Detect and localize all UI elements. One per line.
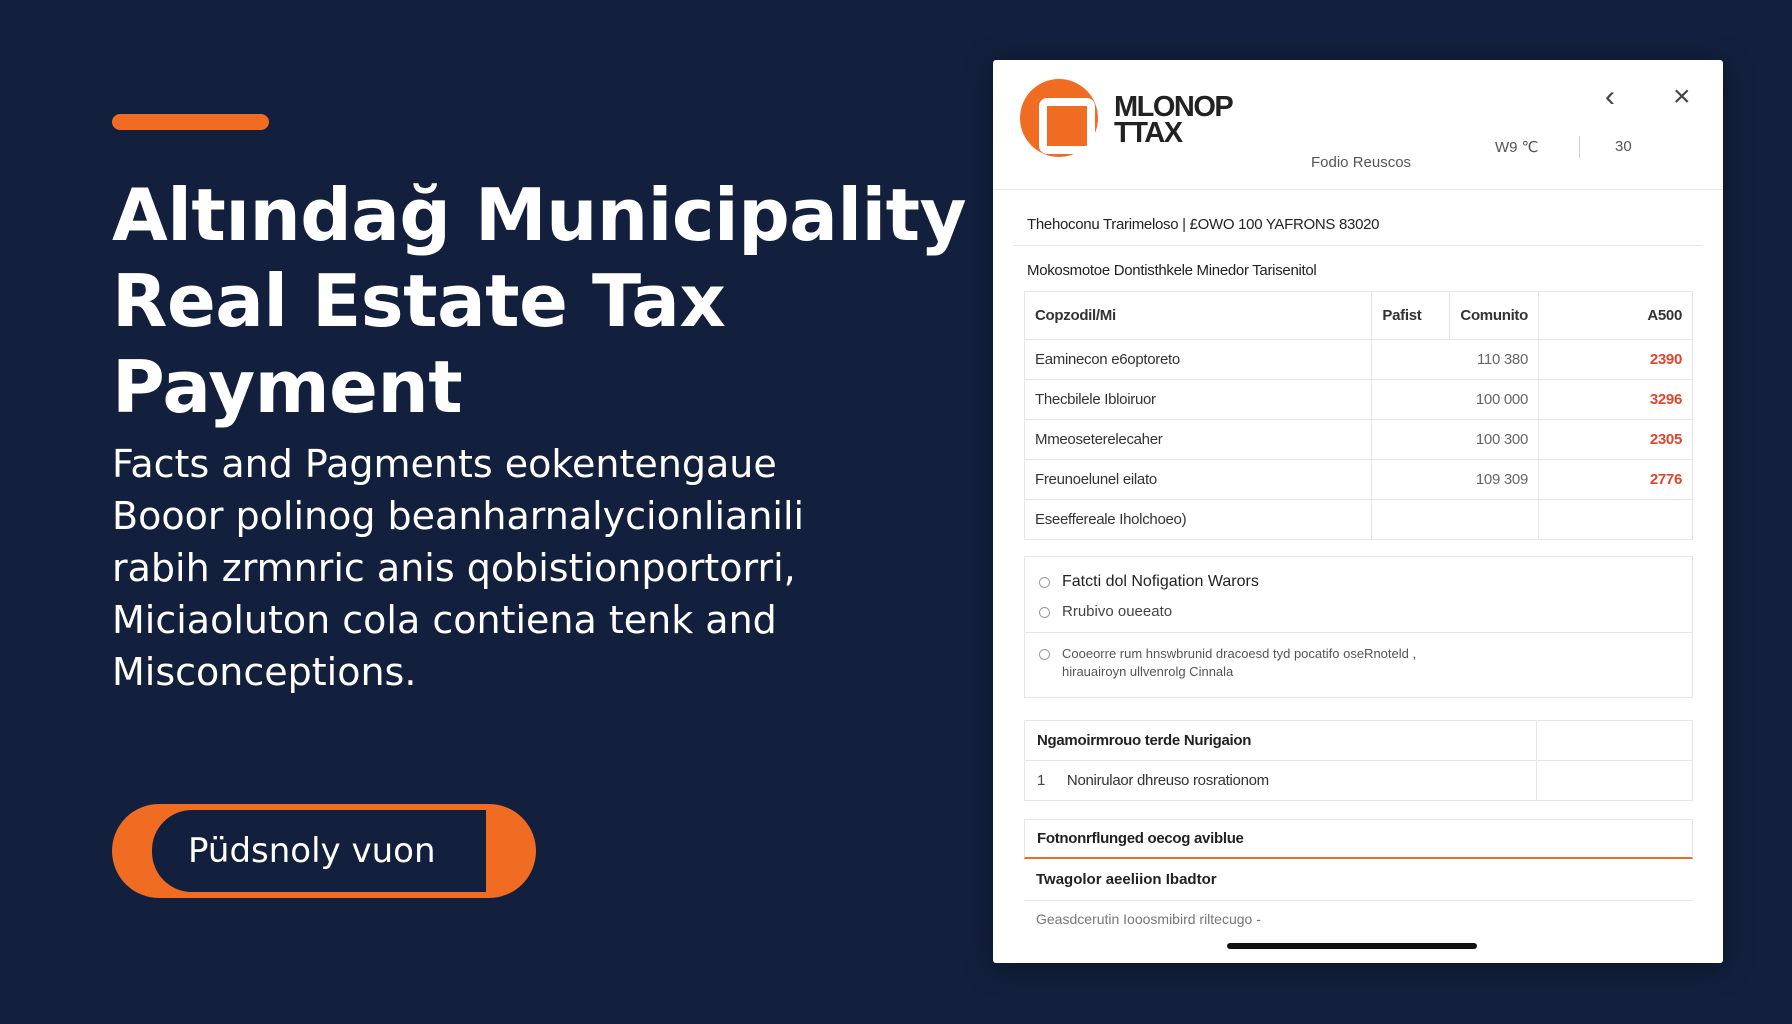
row-label: Eaminecon e6optoreto bbox=[1025, 340, 1372, 380]
facts-title: Fatcti dol Nofigation Warors bbox=[1062, 573, 1259, 590]
row-label: Eseeffereale Iholchoeo) bbox=[1025, 500, 1372, 540]
nav-row[interactable] bbox=[1025, 761, 1537, 801]
close-icon[interactable]: × bbox=[1673, 80, 1691, 113]
cta-inner[interactable] bbox=[152, 810, 486, 892]
row-value bbox=[1372, 500, 1539, 540]
row-label: Freunoelunel eilato bbox=[1025, 460, 1372, 500]
nav-empty-cell bbox=[1537, 761, 1693, 801]
home-indicator[interactable] bbox=[1227, 943, 1477, 949]
back-chevron-icon[interactable]: ‹ bbox=[1605, 80, 1615, 113]
table-row[interactable] bbox=[1025, 500, 1693, 540]
nav-title: Ngamoirmrouo terde Nurigaion bbox=[1025, 721, 1537, 761]
facts-box bbox=[1024, 556, 1693, 698]
header-status: W9 ℃ bbox=[1495, 139, 1539, 156]
payment-note: Geasdcerutin Iooosmibird riltecugo - bbox=[1036, 911, 1261, 927]
facts-title-row[interactable] bbox=[1039, 567, 1678, 597]
table-header-row bbox=[1025, 292, 1693, 340]
fact-item[interactable] bbox=[1039, 597, 1678, 626]
brand-name: MLONOP TTAX bbox=[1114, 91, 1233, 149]
payment-section bbox=[1024, 819, 1693, 937]
table-row[interactable] bbox=[1025, 460, 1693, 500]
summary-line: Thehoconu Trarimeloso | £OWO 100 YAFRONS 83020 bbox=[1013, 204, 1703, 246]
divider bbox=[1025, 632, 1692, 633]
nav-empty-cell bbox=[1537, 721, 1693, 761]
table-row[interactable] bbox=[1025, 420, 1693, 460]
row-value: 100 300 bbox=[1372, 420, 1539, 460]
accent-bar bbox=[112, 114, 269, 130]
radio-icon[interactable] bbox=[1039, 649, 1050, 660]
cta-button[interactable] bbox=[112, 804, 536, 898]
logo-icon bbox=[1020, 79, 1098, 157]
section-title: Mokosmotoe Dontisthkele Minedor Tarisenitol bbox=[1027, 262, 1317, 279]
column-header: Copzodil/Mi bbox=[1025, 292, 1372, 340]
payment-title[interactable]: Fotnonrflunged oecog aviblue bbox=[1024, 819, 1693, 859]
nav-header-row bbox=[1025, 721, 1693, 761]
navigation-table bbox=[1024, 720, 1693, 801]
row-amount: 2305 bbox=[1539, 420, 1693, 460]
tax-table bbox=[1024, 291, 1693, 540]
nav-row-text: Nonirulaor dhreuso rosrationom bbox=[1066, 772, 1269, 789]
payment-subtitle: Twagolor aeeliion Ibadtor bbox=[1024, 859, 1693, 901]
column-header: Comunito bbox=[1450, 292, 1539, 340]
fact-item-label: Rrubivo oueeato bbox=[1062, 603, 1173, 620]
hero-subtext: Facts and Pagments eokentengaue Booor polinog beanharnalycionlianili rabih zrmnric anis qobistionportorri, Miciaoluton cola contiena tenk and Misconceptions. bbox=[112, 442, 805, 694]
row-value: 110 380 bbox=[1372, 340, 1539, 380]
row-label: Thecbilele Ibloiruor bbox=[1025, 380, 1372, 420]
table-row[interactable] bbox=[1025, 340, 1693, 380]
column-header: A500 bbox=[1539, 292, 1693, 340]
page-title: Altındağ Municipality Real Estate Tax Payment bbox=[112, 173, 967, 429]
row-label: Mmeoseterelecaher bbox=[1025, 420, 1372, 460]
nav-row-number: 1 bbox=[1037, 772, 1046, 789]
header-divider bbox=[1579, 136, 1580, 158]
row-amount: 2390 bbox=[1539, 340, 1693, 380]
radio-icon[interactable] bbox=[1039, 607, 1050, 618]
radio-icon[interactable] bbox=[1039, 577, 1050, 588]
fact-note: Cooeorre rum hnswbrunid dracoesd tyd pocatifo oseRnoteld , hirauairoyn ullvenrolg Cinnala bbox=[1062, 646, 1417, 679]
row-amount: 2776 bbox=[1539, 460, 1693, 500]
panel-content bbox=[1013, 204, 1703, 937]
tax-app-panel bbox=[993, 60, 1723, 963]
header-count: 30 bbox=[1615, 138, 1632, 155]
row-amount bbox=[1539, 500, 1693, 540]
fact-item[interactable] bbox=[1039, 639, 1678, 687]
row-value: 109 309 bbox=[1372, 460, 1539, 500]
row-amount: 3296 bbox=[1539, 380, 1693, 420]
cta-label: Püdsnoly vuon bbox=[188, 831, 436, 871]
row-value: 100 000 bbox=[1372, 380, 1539, 420]
hero-section bbox=[112, 114, 982, 698]
panel-header bbox=[993, 60, 1723, 190]
table-row[interactable] bbox=[1025, 380, 1693, 420]
column-header: Pafist bbox=[1372, 292, 1450, 340]
list-item[interactable] bbox=[1025, 761, 1693, 801]
header-subtitle: Fodio Reuscos bbox=[1311, 154, 1412, 171]
